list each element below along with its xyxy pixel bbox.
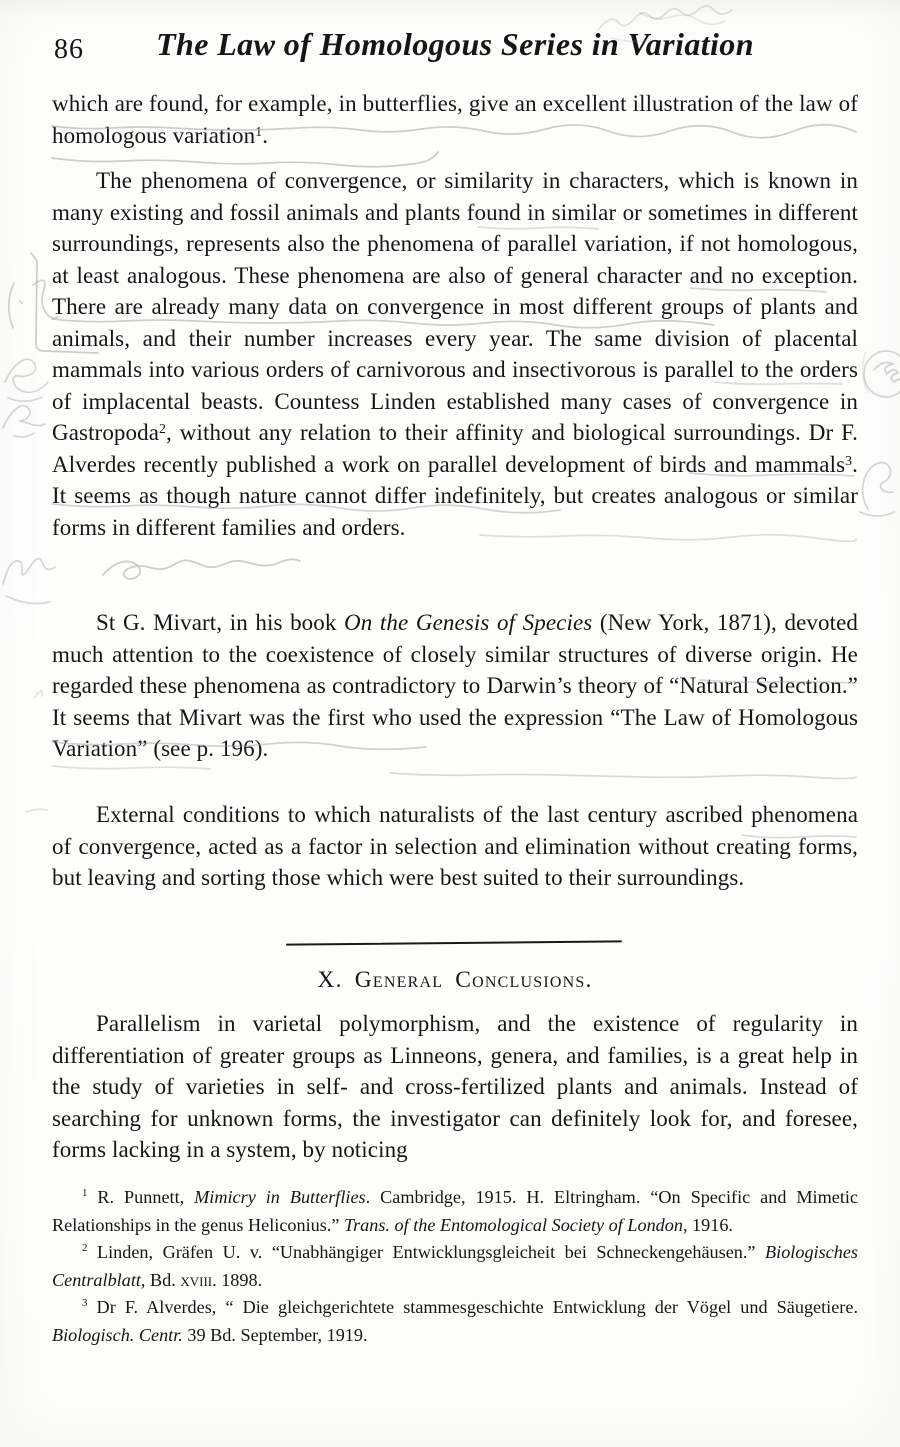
body-paragraph-parallelism: Parallelism in varietal polymorphism, and the existence of regularity in differentiation of greater groups as Linneons, genera, and families, is a great help in the study of varieties in self- and cross-fertilized plants and animals. Instead of searching for unknown forms, the investigator can definitely look for, and foresee, forms lacking in a system, by noticing — [52, 1011, 858, 1162]
footnote-3: $^3$ Dr F. Alverdes, “ Die gleichgerichtete stammesgeschichte Entwicklung der Vögel und Säugetiere. Biologisch. Centr. 39 Bd. September, 1919. — [52, 1297, 858, 1345]
footnote-1: $^1$ R. Punnett, Mimicry in Butterflies. Cambridge, 1915. H. Eltringham. “On Specific and Mimetic Relationships in the genus Heliconius.” Trans. of the Entomological Society of London, 1916. — [52, 1187, 859, 1235]
pencil-margin-cursive-note-2 — [3, 559, 55, 604]
footnote-2: $^2$ Linden, Gräfen U. v. “Unabhängiger Entwicklungsgleicheit bei Schneckengehäusen.” Biologisches Centralblatt, Bd. xviii. 1898. — [52, 1242, 858, 1290]
footnotes-block — [52, 1184, 858, 1349]
body-paragraph-external-conditions: External conditions to which naturalists of the last century ascribed phenomena of convergence, acted as a factor in selection and elimination without creating forms, but leaving and sorting those which were best suited to their surroundings. — [52, 802, 858, 890]
body-paragraph-convergence: The phenomena of convergence, or similarity in characters, which is known in many existing and fossil animals and plants found in similar or sometimes in different surroundings, represents also the phenomena of parallel variation, if not homologous, at least analogous. These phenomena are also of general character and no exception. There are already many data on convergence in most different groups of plants and animals, and their number increases every year. The same division of placental mammals into various orders of carnivorous and insectivorous is parallel to the orders of implacental beasts. Countess Linden established many cases of convergence in Gastropoda$^2$, without any relation to their affinity and biological surroundings. Dr F. Alverdes recently published a work on parallel development of birds and mammals$^3$. It seems as though nature cannot differ indefinitely, but creates analogous or similar forms in different families and orders. — [52, 168, 858, 540]
body-paragraph-continuation: which are found, for example, in butterflies, give an excellent illustration of the law of homologous variation$^1$. — [52, 91, 858, 148]
pencil-margin-dash — [26, 809, 47, 812]
pencil-right-margin-cursive — [860, 463, 894, 516]
pencil-margin-tick — [35, 691, 42, 697]
pencil-underline-12 — [390, 773, 856, 779]
pencil-margin-paren — [9, 283, 14, 328]
pencil-margin-cursive-note — [3, 406, 45, 437]
section-heading: X. General Conclusions. — [317, 967, 593, 993]
section-divider-rule — [286, 940, 622, 946]
page-header — [52, 26, 858, 76]
pencil-stamp-inner-scribble — [874, 362, 900, 382]
pencil-stamp-circle — [864, 351, 900, 397]
body-paragraph-mivart: St G. Mivart, in his book On the Genesis of Species (New York, 1871), devoted much attention to the coexistence of closely similar structures of diverse origin. He regarded these phenomena as contradictory to Darwin’s theory of “Natural Selection.” It seems that Mivart was the first who used the expression “The Law of Homologous Variation” (see p. 196). — [52, 610, 858, 761]
pencil-margin-loop-note — [5, 359, 48, 401]
pencil-interline-scribble — [103, 559, 300, 579]
page-number: 86 — [54, 34, 84, 65]
pencil-margin-dot — [20, 301, 22, 303]
pencil-underline-13 — [52, 766, 210, 769]
pencil-scribble-top-right-2 — [640, 13, 725, 24]
pencil-stamp-outer-arc — [862, 352, 868, 392]
running-title: The Law of Homologous Series in Variation — [156, 26, 754, 62]
